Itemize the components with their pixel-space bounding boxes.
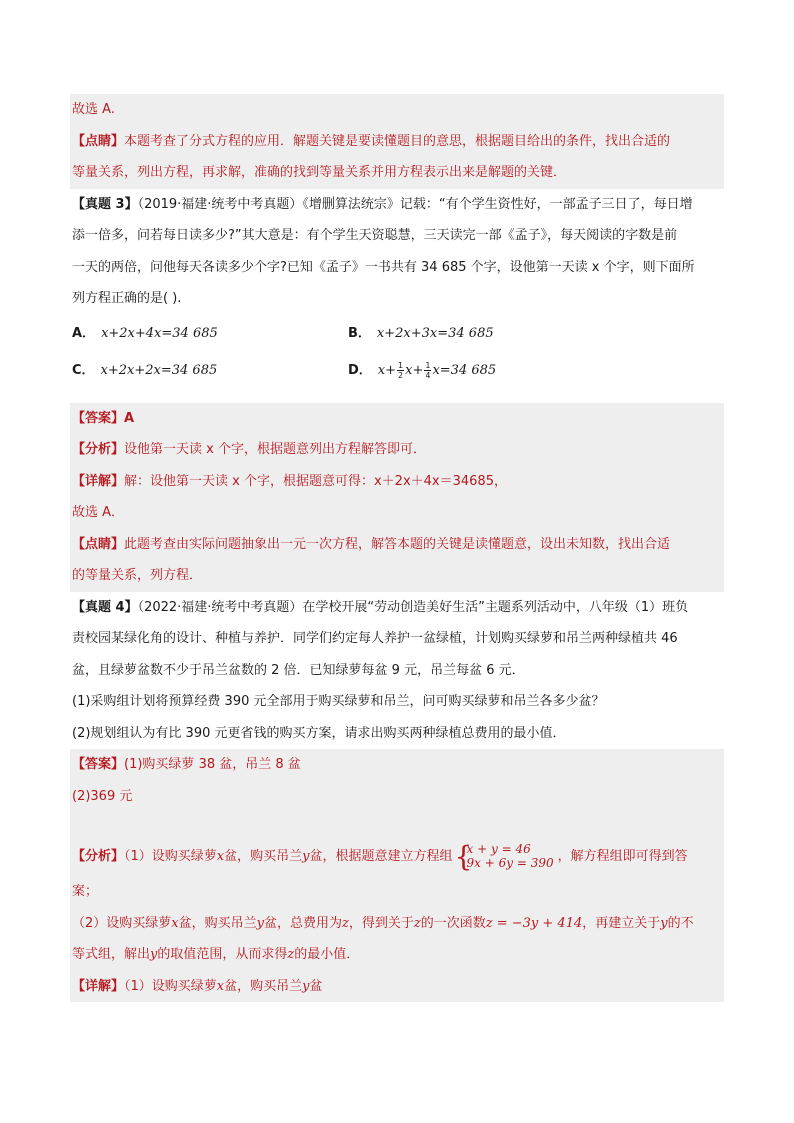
analysis-text-3b: 的取值范围，从而求得 — [157, 947, 288, 962]
comment-text-2: 等量关系，列出方程，再求解，准确的找到等量关系并用方程表示出来是解题的关键． — [72, 165, 567, 180]
option-d-letter: D． — [348, 362, 372, 378]
q4-text-1: （2022·福建·统考中考真题）在学校开展“劳动创造美好生活”主题系列活动中，八年级（1）班负 — [137, 599, 689, 615]
q4-text-3: 盆，且绿萝盆数不少于吊兰盆数的 2 倍．已知绿萝每盆 9 元，吊兰每盆 6 元． — [72, 662, 525, 678]
analysis-text-1d: ，解方程组即可得到答 — [557, 849, 688, 864]
analysis-text-3a: 等式组，解出 — [72, 947, 151, 962]
answer-4-block — [70, 749, 724, 1002]
q4-line-2 — [70, 623, 724, 655]
spacer — [70, 812, 724, 838]
var-z: z — [287, 947, 295, 962]
detail-text-b: 盆，购买吊兰 — [224, 978, 303, 994]
option-c — [72, 352, 217, 389]
analysis-text-3c: 的最小值． — [294, 947, 360, 962]
fraction-half — [397, 361, 404, 380]
q4-line-3 — [70, 655, 724, 687]
q3-text-4: 列方程正确的是( ). — [72, 291, 182, 306]
var-y: y — [150, 947, 158, 962]
ans3-comment-line-2 — [70, 560, 724, 592]
conclusion-line — [70, 94, 724, 126]
detail-text-c: 盆 — [309, 978, 323, 994]
brace-icon: { — [454, 839, 473, 873]
linear-function: z = −3y + 414 — [485, 915, 583, 931]
detail-tag: 【详解】 — [72, 978, 125, 994]
option-c-text: x+2x+2x=34 685 — [100, 362, 218, 378]
analysis-text-1b: 盆，购买吊兰 — [224, 849, 303, 864]
ans3-choice-line — [70, 497, 724, 529]
analysis-tag: 【分析】 — [72, 442, 125, 457]
analysis-text-2e: 的一次函数 — [420, 915, 486, 931]
q4-sub-1 — [70, 686, 724, 718]
option-d-part-3: x=34 685 — [432, 362, 497, 378]
fraction-quarter-numerator: 1 — [425, 360, 431, 370]
q4-subquestion-1: (1)采购组计划将预算经费 390 元全部用于购买绿萝和吊兰，问可购买绿萝和吊兰各多少盆？ — [72, 694, 605, 709]
option-b — [348, 315, 494, 352]
analysis-tag: 【分析】 — [72, 849, 125, 864]
analysis-text-2c: 盆，总费用为 — [264, 915, 343, 931]
equation-1: x + y = 46 — [466, 841, 531, 856]
ans3-detail-line — [70, 466, 724, 498]
ans4-analysis-line-3 — [70, 908, 724, 940]
option-a-letter: A． — [72, 325, 96, 341]
option-a-text: x+2x+4x=34 685 — [101, 325, 218, 341]
answer-value: A — [124, 410, 135, 426]
detail-text: 解：设他第一天读 x 个字，根据题意可得： — [124, 473, 374, 489]
q3-line-2 — [70, 220, 724, 252]
q4-line-1 — [70, 592, 724, 624]
ans4-analysis-line-1 — [70, 838, 724, 876]
q3-text-2: 添一倍多，问若每日读多少?”其大意是：有个学生天资聪慧，三天读完一部《孟子》，每天阅读的字数是前 — [72, 228, 678, 243]
analysis-text-2g: 的不 — [667, 915, 694, 931]
fraction-quarter — [424, 361, 431, 380]
previous-solution-block — [70, 94, 724, 189]
answer-part-1: (1)购买绿萝 38 盆，吊兰 8 盆 — [124, 757, 301, 772]
q3-options-row-2 — [70, 352, 724, 389]
q3-line-1 — [70, 189, 724, 221]
q3-options-row-1 — [70, 315, 724, 352]
q3-tag: 【真题 3】 — [72, 196, 138, 212]
ans3-comment-line-1 — [70, 529, 724, 561]
comment-line-2 — [70, 157, 724, 189]
var-y: y — [302, 849, 310, 864]
comment-tag: 【点睛】 — [72, 133, 125, 149]
q3-text-1: （2019·福建·统考中考真题）《增删算法统宗》记载：“有个学生资性好，一部孟子三日了，每日增 — [137, 196, 693, 212]
fraction-half-numerator: 1 — [398, 360, 404, 370]
equation-list — [467, 842, 554, 870]
document-page — [70, 94, 724, 1002]
fraction-quarter-denominator: 4 — [425, 370, 431, 380]
analysis-text-2f: ，再建立关于 — [582, 915, 661, 931]
equation-system — [454, 839, 554, 873]
q4-subquestion-2: (2)规划组认为有比 390 元更省钱的购买方案，请求出购买两种绿植总费用的最小值． — [72, 725, 566, 741]
q4-text-2: 责校园某绿化角的设计、种植与养护．同学们约定每人养护一盆绿植，计划购买绿萝和吊兰两种绿植共 46 — [72, 631, 678, 646]
spacer — [70, 389, 724, 403]
detail-equation: x＋2x＋4x＝34685， — [373, 473, 507, 489]
choice-text: 故选 A． — [72, 505, 125, 520]
analysis-text-1e: 案； — [72, 884, 99, 899]
ans4-analysis-line-2 — [70, 876, 724, 908]
comment-line-1 — [70, 126, 724, 158]
var-y: y — [302, 978, 310, 994]
q4-tag: 【真题 4】 — [72, 599, 138, 615]
var-z: z — [342, 915, 349, 931]
comment-text-2: 的等量关系，列方程． — [72, 568, 203, 583]
analysis-text-2d: ，得到关于 — [348, 915, 414, 931]
detail-text-a: （1）设购买绿萝 — [124, 978, 217, 994]
equation-2: 9x + 6y = 390 — [466, 855, 554, 870]
q3-text-3: 一天的两倍，问他每天各读多少个字?已知《孟子》一书共有 34 685 个字，设他第一天读 x 个字，则下面所 — [72, 259, 695, 275]
q3-line-4 — [70, 283, 724, 315]
option-b-text: x+2x+3x=34 685 — [376, 325, 494, 341]
option-a — [72, 315, 218, 352]
ans3-analysis-line — [70, 434, 724, 466]
ans4-answer-line-2 — [70, 781, 724, 813]
q4-sub-2 — [70, 718, 724, 750]
ans4-answer-line-1 — [70, 749, 724, 781]
option-d — [348, 352, 496, 389]
question-4 — [70, 592, 724, 750]
var-y: y — [660, 915, 668, 931]
ans4-detail-line — [70, 971, 724, 1003]
option-d-part-1: x+ — [377, 362, 397, 378]
analysis-text: 设他第一天读 x 个字，根据题意列出方程解答即可． — [124, 442, 426, 457]
answer-3-block — [70, 403, 724, 592]
question-3 — [70, 189, 724, 389]
var-z: z — [413, 915, 421, 931]
answer-part-2: (2)369 元 — [72, 788, 133, 804]
var-x: x — [216, 849, 225, 864]
comment-text-1: 本题考查了分式方程的应用．解题关键是要读懂题目的意思，根据题目给出的条件，找出合适的 — [124, 133, 671, 149]
option-c-letter: C． — [72, 362, 95, 378]
detail-tag: 【详解】 — [72, 473, 125, 489]
ans4-analysis-line-4 — [70, 939, 724, 971]
fraction-half-denominator: 2 — [398, 370, 404, 380]
var-y: y — [256, 915, 264, 931]
option-b-letter: B． — [348, 325, 371, 341]
var-x: x — [216, 978, 225, 994]
conclusion-text: 故选 A. — [72, 102, 115, 117]
var-x: x — [171, 915, 179, 931]
analysis-text-2b: 盆，购买吊兰 — [178, 915, 257, 931]
option-d-part-2: x+ — [405, 362, 424, 378]
comment-text-1: 此题考查由实际问题抽象出一元一次方程，解答本题的关键是读懂题意，设出未知数，找出合适 — [124, 536, 671, 552]
analysis-text-1a: （1）设购买绿萝 — [124, 849, 217, 864]
q3-line-3 — [70, 252, 724, 284]
analysis-text-2a: （2）设购买绿萝 — [72, 915, 172, 931]
answer-tag: 【答案】 — [72, 757, 125, 772]
comment-tag: 【点睛】 — [72, 536, 125, 552]
analysis-text-1c: 盆，根据题意建立方程组 — [309, 849, 453, 864]
answer-tag: 【答案】 — [72, 410, 125, 426]
ans3-answer-line — [70, 403, 724, 435]
